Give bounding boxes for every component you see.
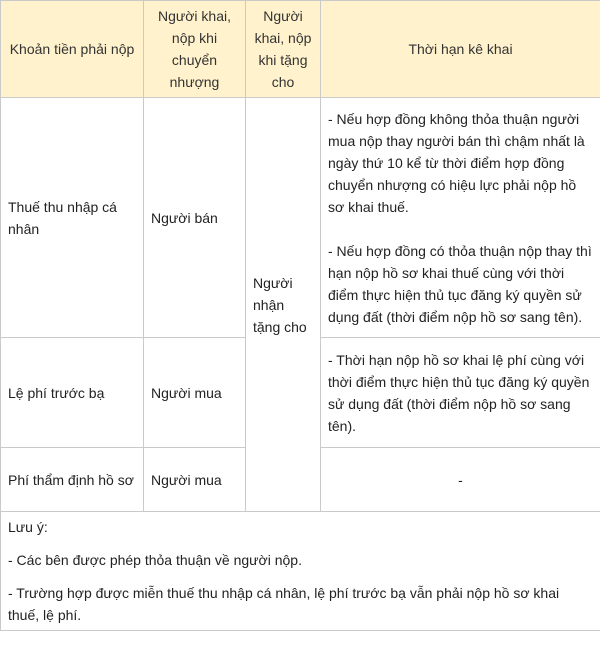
item-appraisal-fee: Phí thẩm định hồ sơ [1,448,144,512]
header-gift-payer: Người khai, nộp khi tặng cho [246,1,321,98]
header-payable-amount: Khoản tiền phải nộp [1,1,144,98]
deadline-personal-income-tax [321,98,600,338]
deadline-pit-case-2: - Nếu hợp đồng có thỏa thuận nộp thay thì hạn nộp hồ sơ khai thuế cùng với thời điểm thực hiện thủ tục đăng ký quyền sử dụng đất (thời điểm nộp hồ sơ sang tên). [328,242,592,325]
header-transfer-payer: Người khai, nộp khi chuyển nhượng [144,1,246,98]
table-row-personal-income-tax [1,98,600,338]
item-registration-fee: Lệ phí trước bạ [1,338,144,448]
header-filing-deadline: Thời hạn kê khai [321,1,600,98]
transfer-payer-buyer: Người mua [144,338,246,448]
transfer-payer-seller: Người bán [144,98,246,338]
deadline-pit-case-1: - Nếu hợp đồng không thỏa thuận người mua nộp thay người bán thì chậm nhất là ngày thứ 10 kể từ thời điểm hợp đồng chuyển nhượng có hiệu lực phải nộp hồ sơ khai thuế. [328,110,585,215]
transfer-payer-buyer-appraisal: Người mua [144,448,246,512]
deadline-registration-fee [321,338,600,448]
notes-title: Lưu ý: [8,519,48,535]
note-item-2: - Trường hợp được miễn thuế thu nhập cá nhân, lệ phí trước bạ vẫn phải nộp hồ sơ khai thuế, lệ phí. [8,585,560,623]
item-personal-income-tax: Thuế thu nhập cá nhân [1,98,144,338]
gift-payer-recipient: Người nhận tặng cho [246,98,321,512]
deadline-appraisal-fee: - [321,448,600,512]
deadline-fee-text: - Thời hạn nộp hồ sơ khai lệ phí cùng với thời điểm thực hiện thủ tục đăng ký quyền sử dụng đất (thời điểm nộp hồ sơ sang tên). [328,351,590,434]
header-row [1,1,600,98]
notes-row [1,512,600,631]
note-item-1: - Các bên được phép thỏa thuận về người nộp. [8,552,302,568]
notes-cell [1,512,600,631]
